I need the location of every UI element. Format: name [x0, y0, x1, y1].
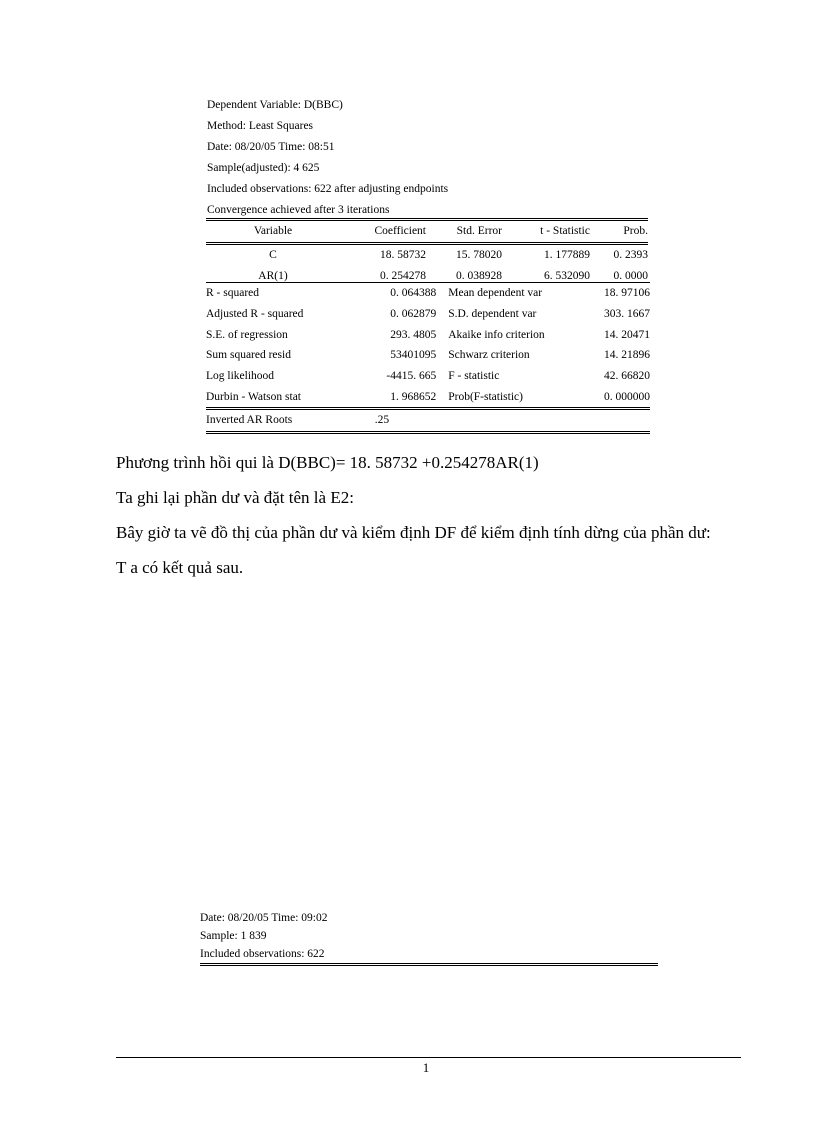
stat-value: 0. 000000 — [604, 390, 650, 403]
stat-label: Prob(F-statistic) — [448, 390, 523, 403]
footer-rule — [116, 1057, 741, 1058]
stats-row — [206, 366, 650, 387]
cell-std-error: 0. 038928 — [456, 269, 502, 282]
stat-label: Log likelihood — [206, 370, 275, 383]
regression-stats-table — [206, 282, 650, 434]
cell-variable: AR(1) — [258, 269, 288, 282]
stats-row — [206, 345, 650, 366]
col-coefficient: Coefficient — [340, 220, 432, 244]
stat-value: 18. 97106 — [595, 283, 650, 304]
table-row — [206, 243, 648, 265]
cell-t-statistic: 6. 532090 — [544, 269, 590, 282]
second-observations-line: Included observations: 622 — [200, 945, 658, 966]
stat-value: 293. 4805 — [390, 328, 437, 341]
cell-coefficient: 18. 58732 — [340, 243, 432, 265]
stat-label: Mean dependent var — [442, 283, 595, 304]
stat-label: Schwarz criterion — [448, 349, 530, 362]
observations-line: Included observations: 622 after adjusting endpoints — [207, 183, 449, 195]
stats-row — [206, 283, 650, 304]
col-prob: Prob. — [596, 220, 648, 244]
stat-value: 14. 20471 — [604, 328, 650, 341]
convergence-line: Convergence achieved after 3 iterations — [207, 204, 390, 216]
stat-value: 303. 1667 — [604, 308, 650, 321]
method-line: Method: Least Squares — [207, 120, 314, 132]
stat-value: 0. 062879 — [390, 308, 437, 321]
stat-label: R - squared — [206, 283, 357, 304]
table-header-row — [206, 220, 648, 244]
body-text — [116, 445, 738, 585]
date-time-line: Date: 08/20/05 Time: 08:51 — [207, 141, 335, 153]
sample-line: Sample(adjusted): 4 625 — [207, 162, 320, 174]
stat-label: Durbin - Watson stat — [206, 390, 302, 403]
col-variable: Variable — [206, 220, 340, 244]
stat-label: Akaike info criterion — [448, 328, 545, 341]
stat-value: 42. 66820 — [604, 370, 650, 383]
cell-variable: C — [206, 243, 340, 265]
residual-note: Ta ghi lại phần dư và đặt tên là E2: — [116, 488, 354, 507]
cell-coefficient: 0. 254278 — [380, 269, 426, 282]
col-std-error: Std. Error — [432, 220, 508, 244]
dependent-variable-line: Dependent Variable: D(BBC) — [207, 99, 343, 111]
result-intro: T a có kết quả sau. — [116, 558, 244, 577]
roots-value: .25 — [357, 409, 443, 433]
second-sample-line: Sample: 1 839 — [200, 930, 267, 942]
cell-prob: 0. 2393 — [596, 243, 648, 265]
second-output-header — [200, 909, 658, 966]
second-date-time-line: Date: 08/20/05 Time: 09:02 — [200, 912, 328, 924]
stats-row — [206, 324, 650, 345]
page-number: 1 — [422, 1060, 430, 1075]
stat-value: 1. 968652 — [390, 390, 437, 403]
regression-table — [206, 218, 648, 286]
df-test-note: Bây giờ ta vẽ đồ thị của phần dư và kiểm định DF để kiểm định tính dừng của phần dư: — [116, 523, 711, 542]
stat-label: F - statistic — [448, 370, 500, 383]
stat-value: 14. 21896 — [604, 349, 650, 362]
stat-label: Sum squared resid — [206, 349, 291, 362]
stat-value: -4415. 665 — [386, 370, 437, 383]
col-t-statistic: t - Statistic — [508, 220, 596, 244]
regression-equation: Phương trình hồi qui là D(BBC)= 18. 58732 +0.254278AR(1) — [116, 453, 539, 472]
stats-row — [206, 304, 650, 325]
roots-label: Inverted AR Roots — [206, 409, 357, 433]
stat-value: 53401095 — [390, 349, 437, 362]
stat-label: S.E. of regression — [206, 328, 288, 341]
cell-t-statistic: 1. 177889 — [508, 243, 596, 265]
stat-value: 0. 064388 — [357, 283, 443, 304]
cell-prob: 0. 0000 — [613, 269, 648, 282]
roots-row — [206, 409, 650, 433]
stat-label: S.D. dependent var — [448, 308, 537, 321]
stat-label: Adjusted R - squared — [206, 308, 304, 321]
cell-std-error: 15. 78020 — [432, 243, 508, 265]
stats-row — [206, 386, 650, 408]
regression-header — [207, 95, 448, 221]
